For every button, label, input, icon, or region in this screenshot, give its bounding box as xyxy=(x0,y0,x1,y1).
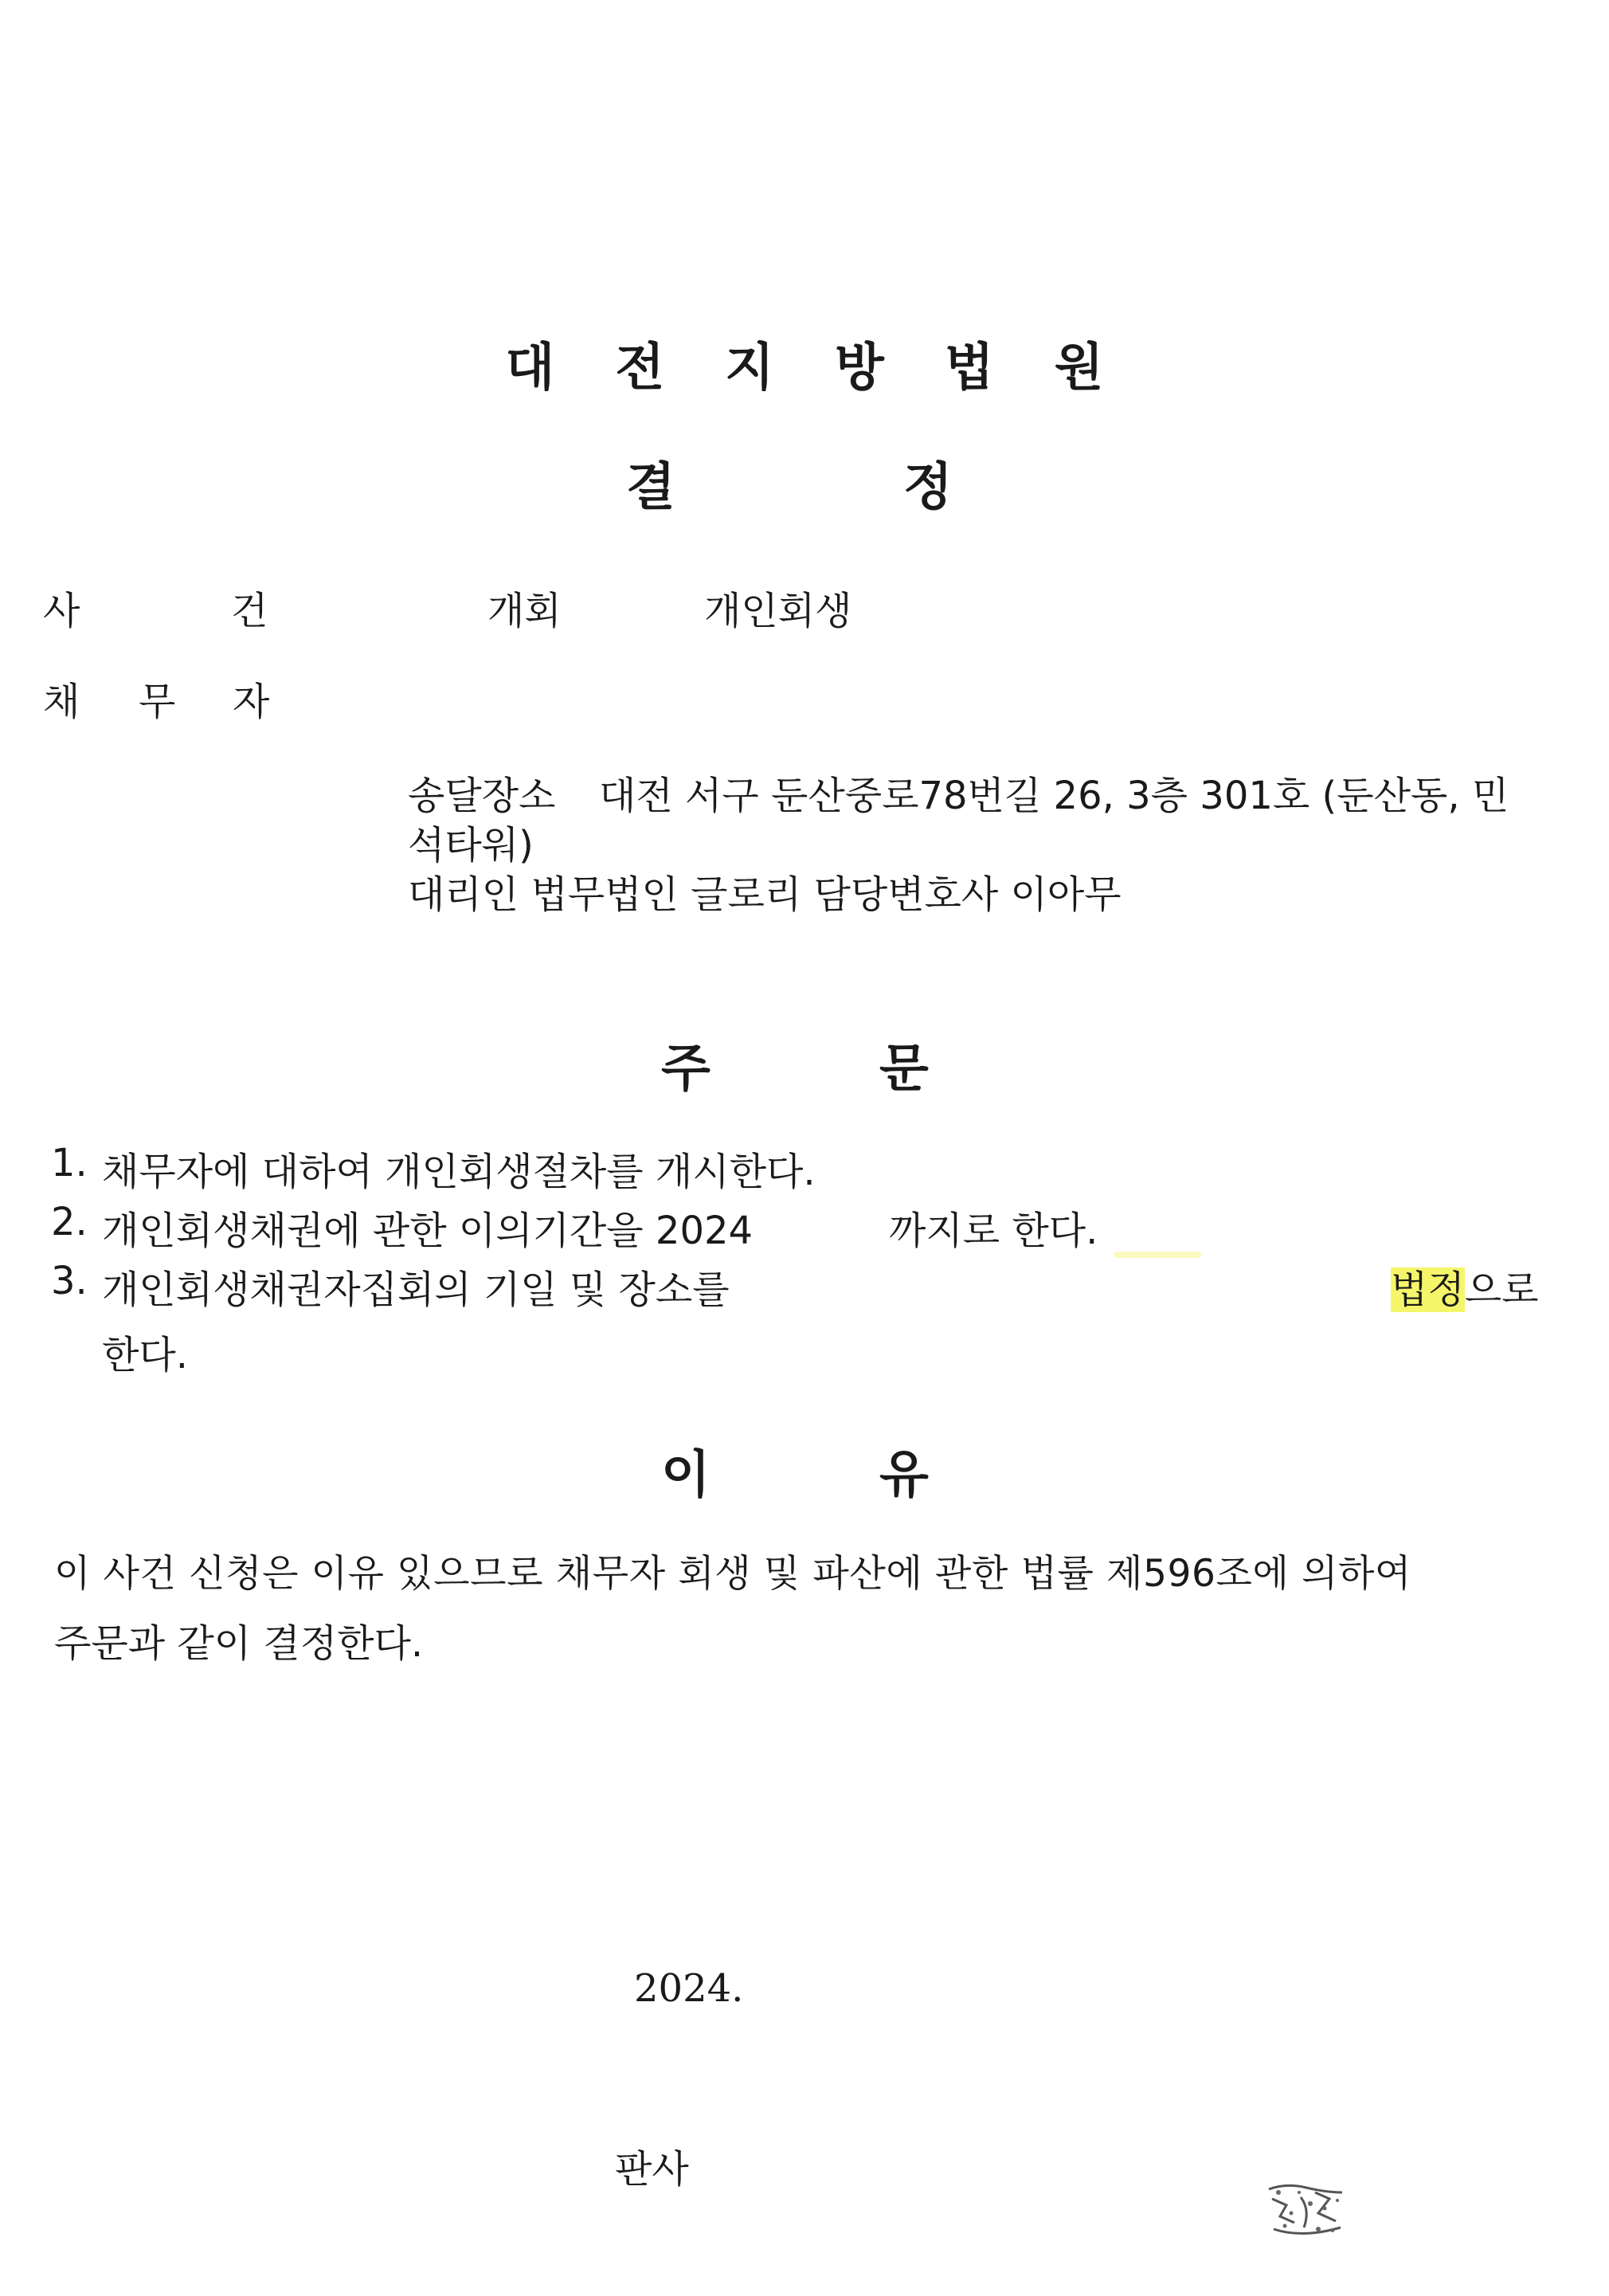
faint-highlight-mark xyxy=(1114,1252,1201,1258)
reason-text-line2: 주문과 같이 결정한다. xyxy=(54,1621,424,1666)
court-name-char: 법 xyxy=(944,339,994,398)
case-label-right: 건 xyxy=(231,589,268,633)
service-address-line2: 석타워) xyxy=(408,823,534,868)
case-label-left: 사 xyxy=(43,589,80,633)
debtor-label-char: 무 xyxy=(139,680,176,724)
legal-agent: 대리인 법무법인 글로리 담당변호사 이아무 xyxy=(408,872,1122,917)
court-name xyxy=(0,327,1609,400)
order-heading-right: 문 xyxy=(879,1040,929,1099)
service-address-label: 송달장소 xyxy=(408,774,556,818)
reason-heading-right: 유 xyxy=(879,1446,929,1505)
order-item-continuation: 한다. xyxy=(102,1333,188,1377)
decision-title-left: 결 xyxy=(626,458,675,517)
order-item-text-continued: 까지로 한다. xyxy=(889,1209,1098,1253)
order-heading-left: 주 xyxy=(661,1040,711,1099)
court-name-char: 전 xyxy=(615,339,665,398)
order-item-number: 3. xyxy=(51,1259,88,1303)
reason-text-line1: 이 사건 신청은 이유 있으므로 채무자 회생 및 파산에 관한 법률 제596조에 의하여 xyxy=(54,1552,1412,1596)
order-item-number: 1. xyxy=(51,1141,88,1185)
debtor-label-char: 채 xyxy=(43,680,80,724)
order-item-text: 개인회생채권자집회의 기일 및 장소를 xyxy=(102,1268,730,1312)
decision-title-right: 정 xyxy=(903,458,953,517)
case-name: 개인회생 xyxy=(704,589,852,633)
order-item-text: 채무자에 대하여 개인회생절차를 개시한다. xyxy=(102,1150,816,1194)
case-number: 개회 xyxy=(487,589,562,633)
highlighted-word: 법정 xyxy=(1391,1268,1465,1312)
reason-heading-left: 이 xyxy=(661,1446,711,1505)
court-name-char: 대 xyxy=(505,339,555,398)
order-item-text: 개인회생채권에 관한 이의기간을 2024 xyxy=(102,1209,754,1253)
court-name-char: 지 xyxy=(725,339,774,398)
court-name-char: 방 xyxy=(835,339,884,398)
seal-stamp-fragment xyxy=(1263,2181,1350,2239)
order-item-tail xyxy=(1391,1259,1539,1314)
judge-label: 판사 xyxy=(615,2147,689,2192)
decision-date: 2024. xyxy=(634,1966,744,2011)
order-item-tail-rest: 으로 xyxy=(1464,1268,1539,1312)
service-address-line1: 대전 서구 둔산중로78번길 26, 3층 301호 (둔산동, 민 xyxy=(599,774,1509,818)
order-item-number: 2. xyxy=(51,1200,88,1244)
court-name-char: 원 xyxy=(1054,339,1104,398)
debtor-label-char: 자 xyxy=(233,680,270,724)
